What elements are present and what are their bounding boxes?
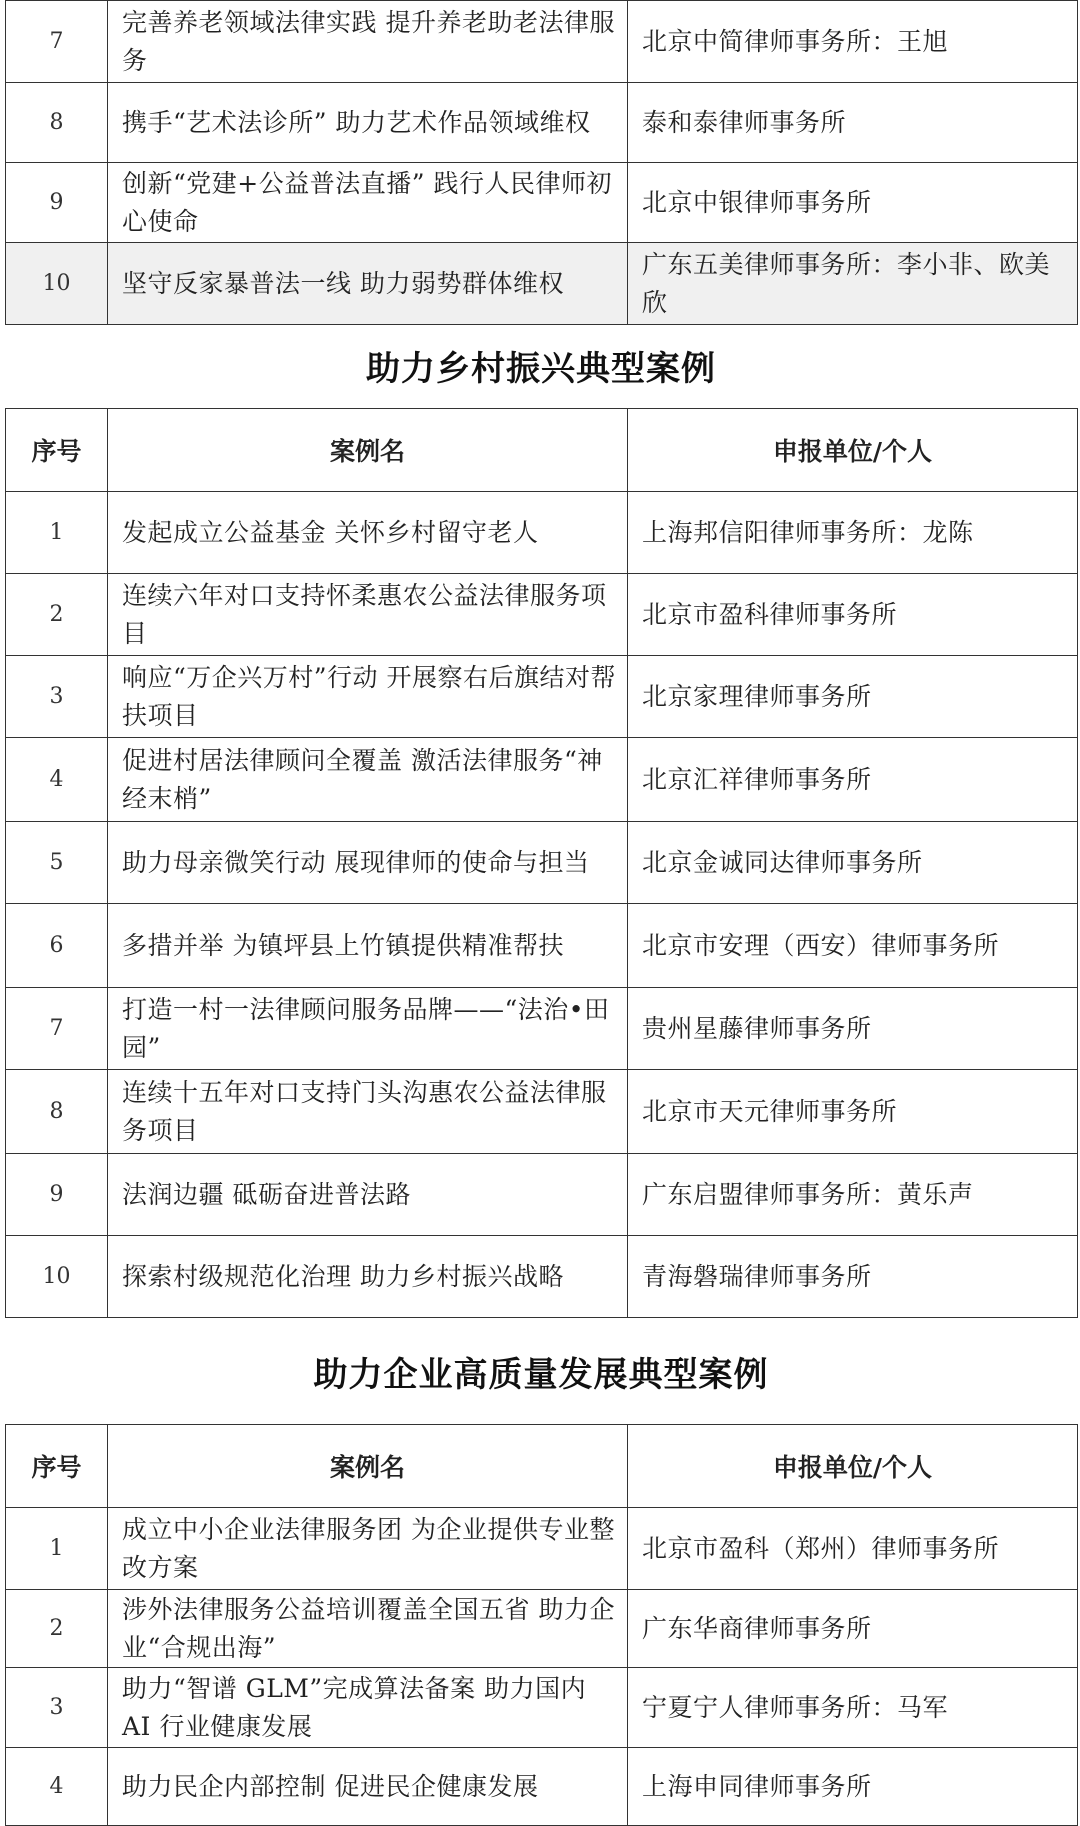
table-row xyxy=(6,656,1078,738)
case-unit: 贵州星藤律师事务所 xyxy=(628,988,1078,1070)
row-number: 6 xyxy=(6,904,108,988)
case-unit: 上海邦信阳律师事务所：龙陈 xyxy=(628,492,1078,574)
case-name: 促进村居法律顾问全覆盖 激活法律服务“神经末梢” xyxy=(108,738,628,822)
row-number: 10 xyxy=(6,243,108,325)
row-number: 2 xyxy=(6,574,108,656)
table-row xyxy=(6,574,1078,656)
enterprise-case-table xyxy=(5,1424,1078,1826)
table-row xyxy=(6,1154,1078,1236)
case-unit: 北京中银律师事务所 xyxy=(628,163,1078,243)
row-number: 8 xyxy=(6,1070,108,1154)
case-name: 连续十五年对口支持门头沟惠农公益法律服务项目 xyxy=(108,1070,628,1154)
case-name: 探索村级规范化治理 助力乡村振兴战略 xyxy=(108,1236,628,1318)
case-unit: 泰和泰律师事务所 xyxy=(628,83,1078,163)
header-name: 案例名 xyxy=(108,409,628,492)
section-title-enterprise: 助力企业高质量发展典型案例 xyxy=(313,1355,769,1395)
case-unit: 广东华商律师事务所 xyxy=(628,1590,1078,1668)
case-name: 助力母亲微笑行动 展现律师的使命与担当 xyxy=(108,822,628,904)
case-name: 打造一村一法律顾问服务品牌——“法治•田园” xyxy=(108,988,628,1070)
header-unit: 申报单位/个人 xyxy=(628,409,1078,492)
case-unit: 北京市安理（西安）律师事务所 xyxy=(628,904,1078,988)
table-header-row xyxy=(6,409,1078,492)
table-row xyxy=(6,1508,1078,1590)
case-name: 坚守反家暴普法一线 助力弱势群体维权 xyxy=(108,243,628,325)
case-unit: 宁夏宁人律师事务所：马军 xyxy=(628,1668,1078,1748)
row-number: 7 xyxy=(6,988,108,1070)
case-name: 携手“艺术法诊所” 助力艺术作品领域维权 xyxy=(108,83,628,163)
row-number: 9 xyxy=(6,163,108,243)
row-number: 3 xyxy=(6,1668,108,1748)
row-number: 8 xyxy=(6,83,108,163)
case-name: 助力“智谱 GLM”完成算法备案 助力国内 AI 行业健康发展 xyxy=(108,1668,628,1748)
table-row xyxy=(6,738,1078,822)
case-name: 法润边疆 砥砺奋进普法路 xyxy=(108,1154,628,1236)
case-unit: 北京金诚同达律师事务所 xyxy=(628,822,1078,904)
table-row xyxy=(6,904,1078,988)
case-unit: 北京家理律师事务所 xyxy=(628,656,1078,738)
row-number: 3 xyxy=(6,656,108,738)
case-name: 连续六年对口支持怀柔惠农公益法律服务项目 xyxy=(108,574,628,656)
case-unit: 青海磐瑞律师事务所 xyxy=(628,1236,1078,1318)
row-number: 4 xyxy=(6,738,108,822)
row-number: 5 xyxy=(6,822,108,904)
row-number: 1 xyxy=(6,492,108,574)
table-row xyxy=(6,83,1078,163)
row-number: 7 xyxy=(6,1,108,83)
case-name: 完善养老领域法律实践 提升养老助老法律服务 xyxy=(108,1,628,83)
table-row xyxy=(6,1748,1078,1826)
case-unit: 北京中简律师事务所：王旭 xyxy=(628,1,1078,83)
case-unit: 广东启盟律师事务所：黄乐声 xyxy=(628,1154,1078,1236)
row-number: 2 xyxy=(6,1590,108,1668)
row-number: 4 xyxy=(6,1748,108,1826)
table-row xyxy=(6,1,1078,83)
table-row xyxy=(6,163,1078,243)
table-row xyxy=(6,1236,1078,1318)
case-unit: 广东五美律师事务所：李小非、欧美欣 xyxy=(628,243,1078,325)
table-row xyxy=(6,1590,1078,1668)
case-unit: 上海申同律师事务所 xyxy=(628,1748,1078,1826)
row-number: 9 xyxy=(6,1154,108,1236)
row-number: 10 xyxy=(6,1236,108,1318)
case-name: 多措并举 为镇坪县上竹镇提供精准帮扶 xyxy=(108,904,628,988)
case-name: 助力民企内部控制 促进民企健康发展 xyxy=(108,1748,628,1826)
case-unit: 北京汇祥律师事务所 xyxy=(628,738,1078,822)
rural-case-table xyxy=(5,408,1078,1318)
row-number: 1 xyxy=(6,1508,108,1590)
case-name: 发起成立公益基金 关怀乡村留守老人 xyxy=(108,492,628,574)
table-row xyxy=(6,1070,1078,1154)
case-name: 创新“党建+公益普法直播” 践行人民律师初心使命 xyxy=(108,163,628,243)
table-row xyxy=(6,822,1078,904)
case-name: 涉外法律服务公益培训覆盖全国五省 助力企业“合规出海” xyxy=(108,1590,628,1668)
table-row xyxy=(6,1668,1078,1748)
header-unit: 申报单位/个人 xyxy=(628,1425,1078,1508)
case-name: 成立中小企业法律服务团 为企业提供专业整改方案 xyxy=(108,1508,628,1590)
table-header-row xyxy=(6,1425,1078,1508)
case-unit: 北京市盈科（郑州）律师事务所 xyxy=(628,1508,1078,1590)
table-row xyxy=(6,988,1078,1070)
top-case-table xyxy=(5,0,1078,325)
table-row xyxy=(6,492,1078,574)
case-name: 响应“万企兴万村”行动 开展察右后旗结对帮扶项目 xyxy=(108,656,628,738)
header-no: 序号 xyxy=(6,409,108,492)
case-unit: 北京市盈科律师事务所 xyxy=(628,574,1078,656)
table-row xyxy=(6,243,1078,325)
case-unit: 北京市天元律师事务所 xyxy=(628,1070,1078,1154)
header-name: 案例名 xyxy=(108,1425,628,1508)
section-title-rural: 助力乡村振兴典型案例 xyxy=(366,349,716,389)
header-no: 序号 xyxy=(6,1425,108,1508)
